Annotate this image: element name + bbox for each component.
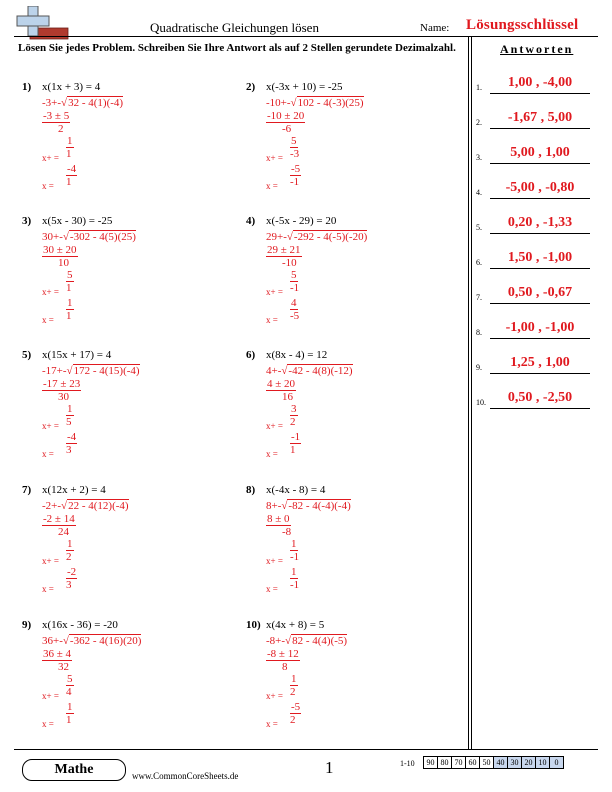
problem-equation: x(12x + 2) = 4 [42, 484, 106, 496]
problem-6 [246, 349, 466, 469]
answer-line [490, 128, 590, 129]
problem-equation: x(16x - 36) = -20 [42, 619, 118, 631]
answer-line [490, 303, 590, 304]
radicand: 22 - 4(12)(-4) [68, 500, 129, 512]
problem-number: 2) [246, 81, 256, 93]
x-plus-label: x+ = [42, 556, 59, 566]
denominator: 2 [58, 123, 64, 135]
x-minus-label: x = [266, 181, 278, 191]
quadratic-formula-line [266, 634, 347, 647]
x-plus-denominator: -3 [290, 148, 300, 160]
score-cell: 60 [466, 757, 480, 769]
x-minus-denominator: -1 [290, 579, 300, 591]
denominator: 16 [282, 391, 293, 403]
answer-row [476, 317, 596, 339]
answer-number: 8. [476, 328, 482, 337]
sqrt-icon: √ [286, 231, 293, 243]
radicand: 32 - 4(1)(-4) [68, 97, 124, 109]
x-minus-numerator: -4 [67, 431, 77, 443]
x-minus-numerator: -1 [291, 431, 301, 443]
score-cell: 70 [452, 757, 466, 769]
x-minus-label: x = [266, 449, 278, 459]
answer-line [490, 233, 590, 234]
formula-prefix: 29+- [266, 231, 287, 243]
answers-column-divider-inner [471, 37, 472, 749]
x-minus-denominator: -1 [290, 176, 300, 188]
x-plus-numerator: 5 [291, 135, 297, 147]
plus-logo-icon [16, 6, 70, 40]
answer-line [490, 408, 590, 409]
page-number: 1 [325, 758, 334, 777]
x-minus-denominator: 1 [290, 444, 296, 456]
answer-row [476, 247, 596, 269]
score-range-label: 1-10 [400, 759, 415, 768]
answer-number: 4. [476, 188, 482, 197]
problem-1 [22, 81, 242, 201]
sqrt-icon: √ [281, 365, 288, 377]
answer-value: 1,25 , 1,00 [510, 355, 570, 370]
x-minus-label: x = [42, 181, 54, 191]
formula-prefix: -2+- [42, 500, 62, 512]
name-label: Name: [420, 22, 450, 34]
problem-equation: x(-5x - 29) = 20 [266, 215, 337, 227]
plus-minus-numerator: -3 ± 5 [43, 110, 70, 122]
x-plus-numerator: 1 [67, 403, 73, 415]
answer-row [476, 282, 596, 304]
x-minus-denominator: 1 [66, 714, 72, 726]
denominator: 24 [58, 526, 69, 538]
x-minus-denominator: 1 [66, 310, 72, 322]
x-plus-label: x+ = [266, 287, 283, 297]
radicand: -292 - 4(-5)(-20) [293, 231, 368, 243]
problem-number: 8) [246, 484, 256, 496]
score-cell: 90 [424, 757, 438, 769]
x-plus-label: x+ = [266, 556, 283, 566]
answers-column-divider [468, 37, 469, 749]
x-plus-numerator: 1 [291, 538, 297, 550]
header-divider [14, 36, 598, 37]
score-cell: 50 [480, 757, 494, 769]
plus-minus-numerator: 4 ± 20 [267, 378, 296, 390]
x-minus-label: x = [266, 719, 278, 729]
page-title: Quadratische Gleichungen lösen [150, 20, 319, 35]
quadratic-formula-line [42, 634, 141, 647]
x-plus-denominator: -1 [290, 551, 300, 563]
answer-value: 0,50 , -0,67 [507, 285, 573, 300]
x-plus-label: x+ = [266, 153, 283, 163]
x-minus-numerator: -2 [67, 566, 77, 578]
quadratic-formula-line [42, 499, 129, 512]
problem-equation: x(-4x - 8) = 4 [266, 484, 326, 496]
answer-row [476, 352, 596, 374]
plus-minus-numerator: 30 ± 20 [43, 244, 77, 256]
problem-equation: x(1x + 3) = 4 [42, 81, 101, 93]
denominator: -6 [282, 123, 292, 135]
score-cell: 0 [550, 757, 564, 769]
answers-heading: Antworten [500, 42, 574, 56]
x-plus-numerator: 5 [67, 269, 73, 281]
x-plus-numerator: 5 [291, 269, 297, 281]
footer-divider [14, 749, 598, 750]
x-plus-label: x+ = [42, 287, 59, 297]
formula-prefix: 30+- [42, 231, 63, 243]
answer-line [490, 93, 590, 94]
plus-minus-numerator: 8 ± 0 [267, 513, 290, 525]
radicand: -362 - 4(16)(20) [69, 635, 142, 647]
quadratic-formula-line [266, 364, 353, 377]
problem-number: 6) [246, 349, 256, 361]
x-plus-denominator: 4 [66, 686, 72, 698]
x-minus-numerator: 1 [291, 566, 297, 578]
plus-minus-numerator: -10 ± 20 [267, 110, 305, 122]
problem-equation: x(8x - 4) = 12 [266, 349, 328, 361]
radicand: -82 - 4(-4)(-4) [288, 500, 351, 512]
radicand: 82 - 4(4)(-5) [292, 635, 348, 647]
answer-value: 0,50 , -2,50 [507, 390, 573, 405]
formula-prefix: -3+- [42, 97, 62, 109]
answer-number: 1. [476, 83, 482, 92]
x-minus-numerator: 1 [67, 297, 73, 309]
plus-minus-numerator: 36 ± 4 [43, 648, 72, 660]
sqrt-icon: √ [290, 97, 297, 109]
quadratic-formula-line [266, 96, 364, 109]
plus-minus-numerator: 29 ± 21 [267, 244, 301, 256]
denominator: -10 [282, 257, 297, 269]
formula-prefix: -17+- [42, 365, 67, 377]
x-plus-numerator: 1 [67, 538, 73, 550]
answer-line [490, 268, 590, 269]
plus-minus-numerator: -2 ± 14 [43, 513, 75, 525]
x-plus-numerator: 1 [291, 673, 297, 685]
radicand: -302 - 4(5)(25) [69, 231, 136, 243]
problem-8 [246, 484, 466, 604]
x-minus-label: x = [42, 584, 54, 594]
x-minus-numerator: 1 [67, 701, 73, 713]
x-plus-denominator: 2 [290, 416, 296, 428]
x-minus-denominator: 3 [66, 579, 72, 591]
x-plus-denominator: -1 [290, 282, 300, 294]
x-plus-denominator: 2 [290, 686, 296, 698]
answer-value: -1,67 , 5,00 [507, 110, 573, 125]
footer-site: www.CommonCoreSheets.de [132, 771, 239, 781]
answer-row [476, 142, 596, 164]
x-minus-denominator: 3 [66, 444, 72, 456]
sqrt-icon: √ [62, 231, 69, 243]
problem-3 [22, 215, 242, 335]
denominator: 32 [58, 661, 69, 673]
problem-4 [246, 215, 466, 335]
denominator: 8 [282, 661, 288, 673]
problem-5 [22, 349, 242, 469]
sqrt-icon: √ [61, 500, 68, 512]
radicand: -42 - 4(8)(-12) [288, 365, 353, 377]
problem-number: 4) [246, 215, 256, 227]
problem-number: 3) [22, 215, 32, 227]
x-plus-denominator: 1 [66, 282, 72, 294]
answer-number: 3. [476, 153, 482, 162]
x-minus-label: x = [266, 315, 278, 325]
x-plus-numerator: 5 [67, 673, 73, 685]
quadratic-formula-line [266, 230, 367, 243]
quadratic-formula-line [266, 499, 351, 512]
answer-value: 0,20 , -1,33 [507, 215, 573, 230]
score-cell: 40 [494, 757, 508, 769]
x-plus-denominator: 2 [66, 551, 72, 563]
x-minus-denominator: -5 [290, 310, 300, 322]
x-minus-numerator: -5 [291, 701, 301, 713]
problem-equation: x(5x - 30) = -25 [42, 215, 113, 227]
radicand: 102 - 4(-3)(25) [297, 97, 364, 109]
problem-7 [22, 484, 242, 604]
answer-number: 6. [476, 258, 482, 267]
x-minus-numerator: -5 [291, 163, 301, 175]
problem-number: 10) [246, 619, 261, 631]
radicand: 172 - 4(15)(-4) [73, 365, 140, 377]
subject-badge: Mathe [22, 759, 126, 781]
x-minus-label: x = [42, 315, 54, 325]
problem-2 [246, 81, 466, 201]
answer-number: 10. [476, 398, 486, 407]
quadratic-formula-line [42, 364, 140, 377]
x-plus-label: x+ = [42, 691, 59, 701]
x-plus-label: x+ = [42, 153, 59, 163]
quadratic-formula-line [42, 230, 136, 243]
formula-prefix: 36+- [42, 635, 63, 647]
denominator: 30 [58, 391, 69, 403]
x-minus-label: x = [266, 584, 278, 594]
x-minus-label: x = [42, 719, 54, 729]
answer-number: 9. [476, 363, 482, 372]
instructions: Lösen Sie jedes Problem. Schreiben Sie Ihre Antwort als auf 2 Stellen gerundete Dezimalzahl. [18, 42, 456, 54]
answer-line [490, 163, 590, 164]
x-minus-label: x = [42, 449, 54, 459]
answer-value: 1,00 , -4,00 [507, 75, 573, 90]
score-table [423, 756, 564, 769]
plus-minus-numerator: -8 ± 12 [267, 648, 299, 660]
answer-line [490, 198, 590, 199]
denominator: 10 [58, 257, 69, 269]
x-plus-label: x+ = [42, 421, 59, 431]
answer-line [490, 338, 590, 339]
problem-equation: x(15x + 17) = 4 [42, 349, 112, 361]
problem-equation: x(-3x + 10) = -25 [266, 81, 343, 93]
problem-number: 7) [22, 484, 32, 496]
answer-value: 1,50 , -1,00 [507, 250, 573, 265]
formula-prefix: 4+- [266, 365, 282, 377]
formula-prefix: -8+- [266, 635, 286, 647]
sqrt-icon: √ [62, 635, 69, 647]
answer-value: 5,00 , 1,00 [510, 145, 570, 160]
x-minus-numerator: 4 [291, 297, 297, 309]
sqrt-icon: √ [285, 635, 292, 647]
answer-row [476, 387, 596, 409]
x-plus-denominator: 5 [66, 416, 72, 428]
problem-equation: x(4x + 8) = 5 [266, 619, 325, 631]
x-minus-denominator: 1 [66, 176, 72, 188]
x-plus-label: x+ = [266, 691, 283, 701]
x-minus-denominator: 2 [290, 714, 296, 726]
sqrt-icon: √ [61, 97, 68, 109]
answer-value: -1,00 , -1,00 [505, 320, 575, 335]
answer-row [476, 107, 596, 129]
answer-number: 7. [476, 293, 482, 302]
answer-number: 5. [476, 223, 482, 232]
score-cell: 80 [438, 757, 452, 769]
score-cell: 10 [536, 757, 550, 769]
x-minus-numerator: -4 [67, 163, 77, 175]
problem-number: 1) [22, 81, 32, 93]
x-plus-numerator: 1 [67, 135, 73, 147]
answer-row [476, 72, 596, 94]
formula-prefix: 8+- [266, 500, 282, 512]
denominator: -8 [282, 526, 292, 538]
formula-prefix: -10+- [266, 97, 291, 109]
x-plus-numerator: 3 [291, 403, 297, 415]
sqrt-icon: √ [281, 500, 288, 512]
answer-row [476, 212, 596, 234]
x-plus-label: x+ = [266, 421, 283, 431]
x-plus-denominator: 1 [66, 148, 72, 160]
answer-value: -5,00 , -0,80 [505, 180, 575, 195]
answer-key-label: Lösungsschlüssel [466, 17, 579, 33]
quadratic-formula-line [42, 96, 123, 109]
problem-10 [246, 619, 466, 739]
score-cell: 30 [508, 757, 522, 769]
answer-row [476, 177, 596, 199]
answer-line [490, 373, 590, 374]
problem-9 [22, 619, 242, 739]
problem-number: 5) [22, 349, 32, 361]
problem-number: 9) [22, 619, 32, 631]
sqrt-icon: √ [66, 365, 73, 377]
plus-minus-numerator: -17 ± 23 [43, 378, 81, 390]
answer-number: 2. [476, 118, 482, 127]
score-cell: 20 [522, 757, 536, 769]
